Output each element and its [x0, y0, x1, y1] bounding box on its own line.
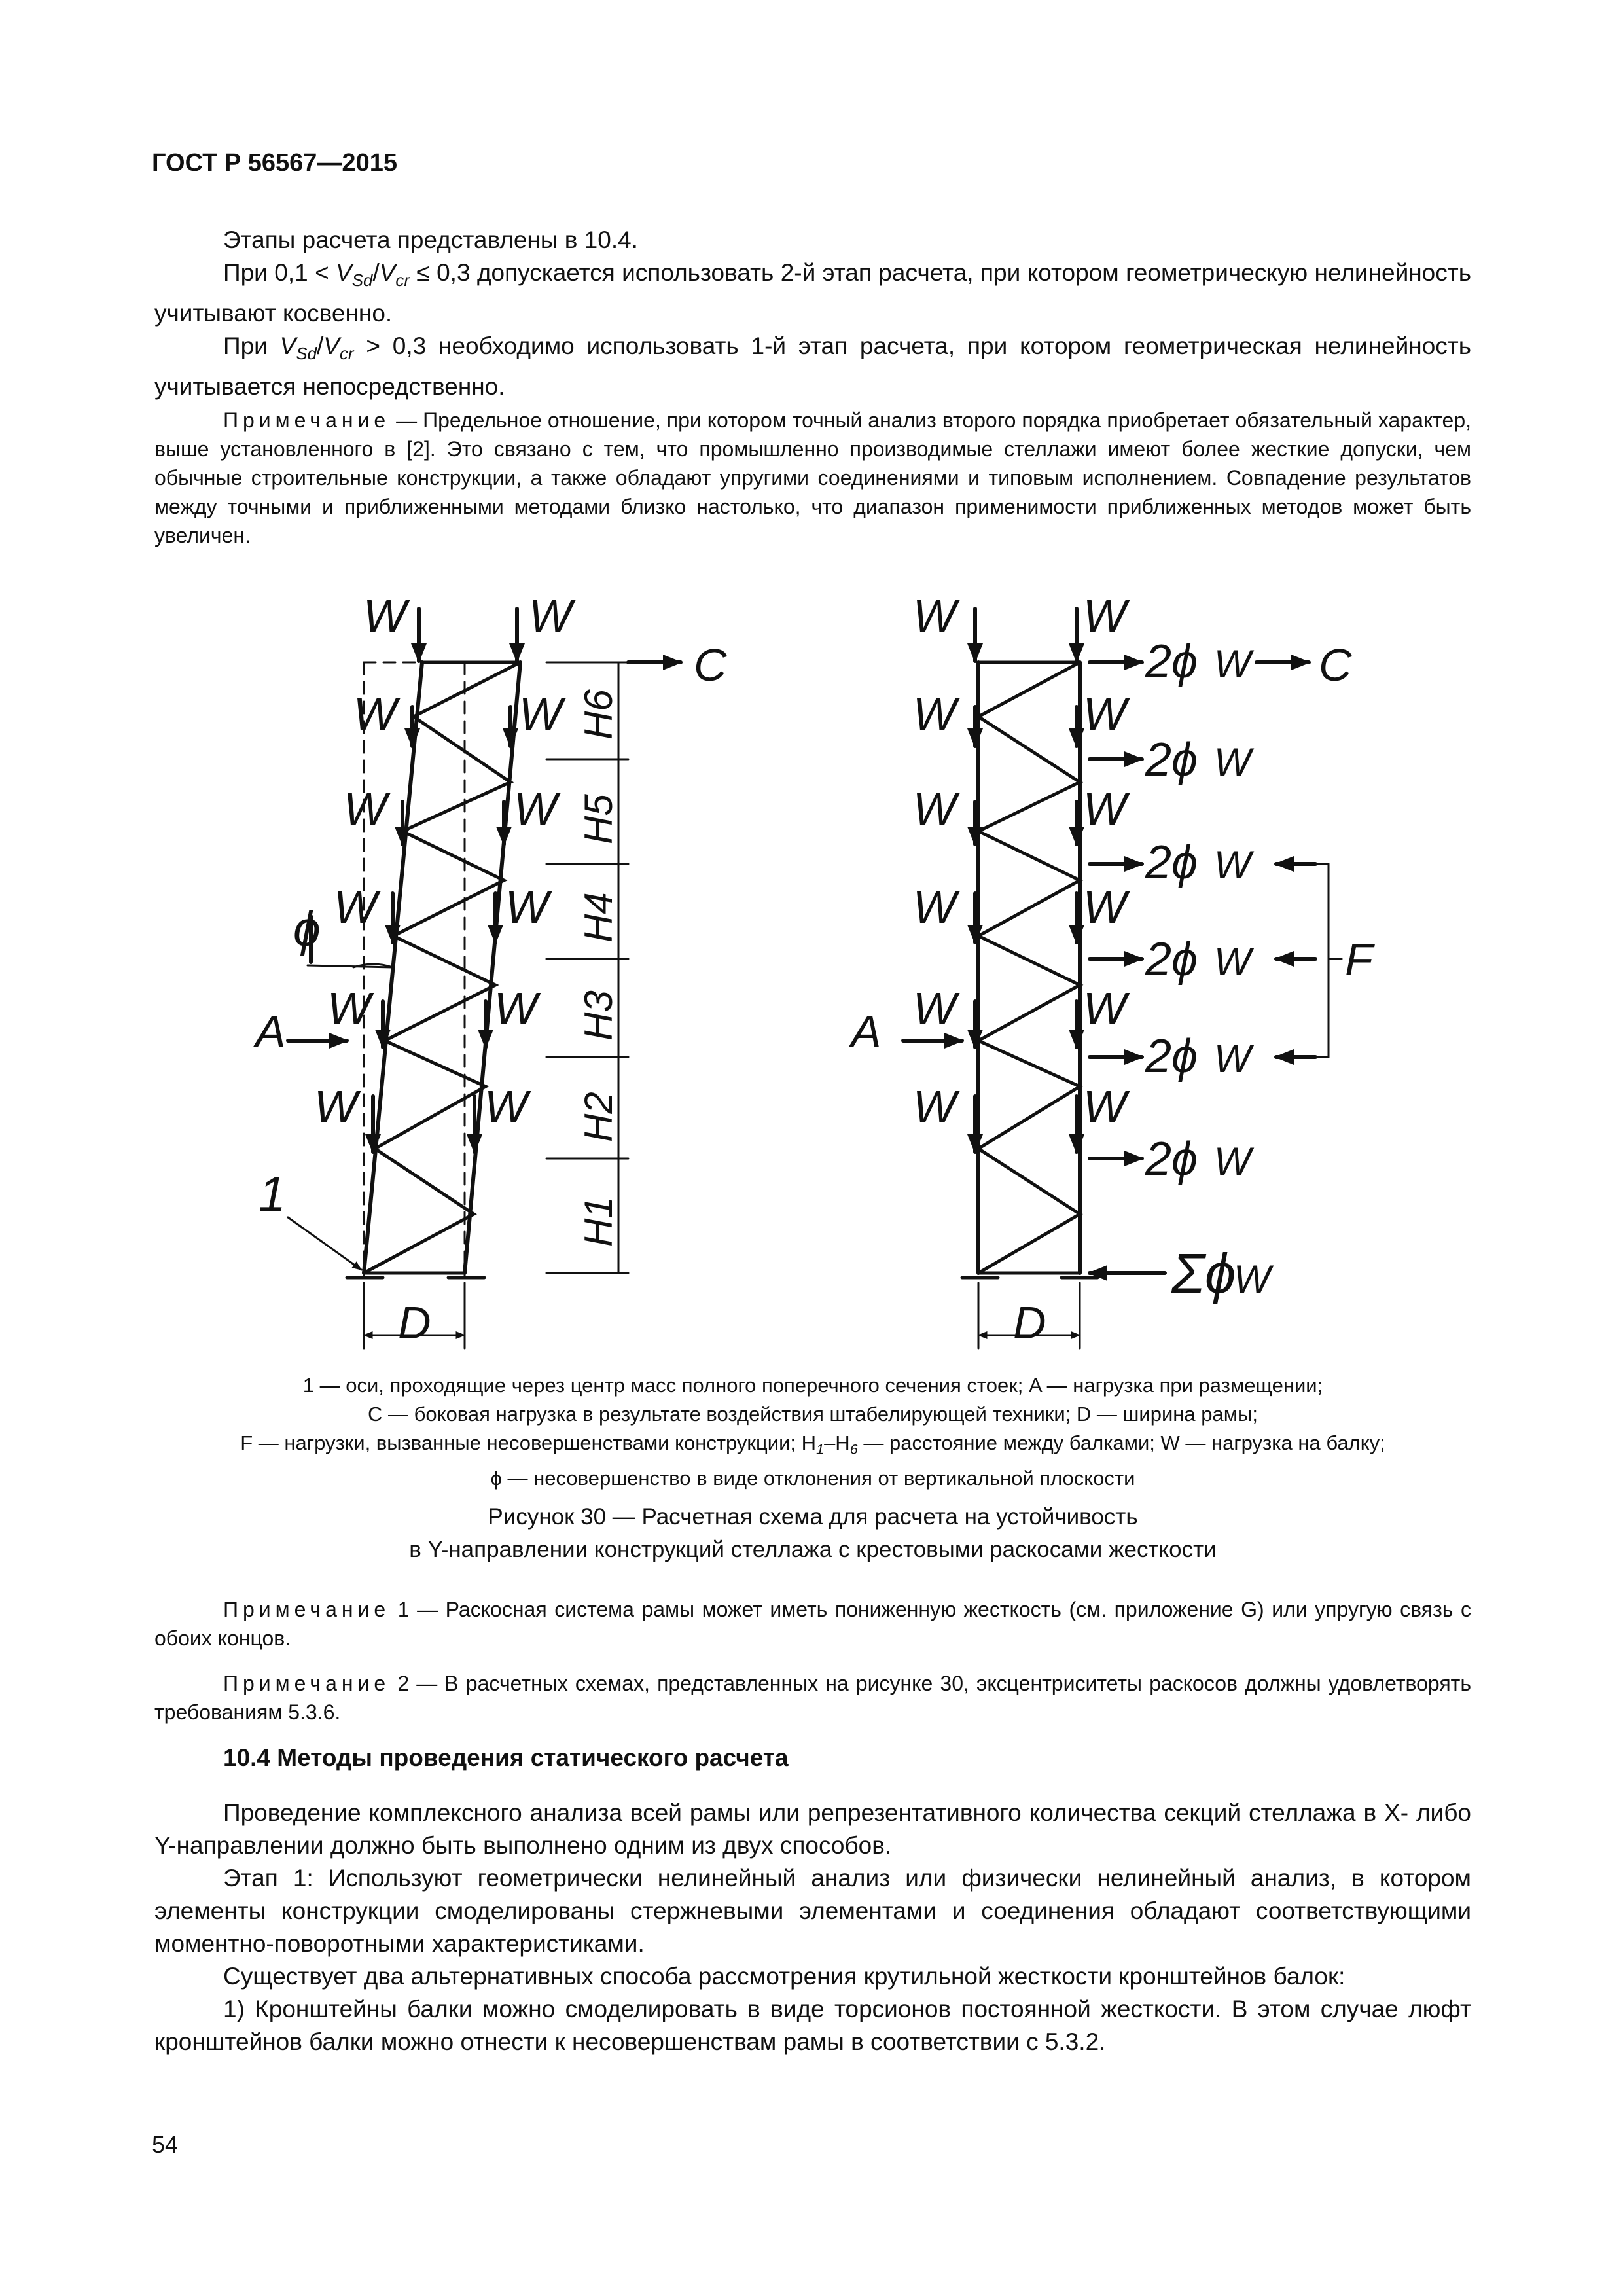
label-h6: H6 [577, 689, 620, 740]
label-w: W [1234, 1257, 1271, 1301]
label-c: C [694, 639, 727, 691]
legend-line-3: F — нагрузки, вызванные несовершенствами конструкции; $H_1-H_6$ — расстояние между балками; W — нагрузка на балку; [240, 1431, 1385, 1458]
legend-line-4: ϕ — несовершенство в виде отклонения от вертикальной плоскости [490, 1466, 1135, 1490]
label-w: W [1083, 590, 1127, 641]
label-2phi: 2ϕ [1145, 1133, 1198, 1185]
section-title: 10.4 Методы проведения статического расчета [223, 1744, 789, 1771]
label-a: A [851, 1006, 882, 1057]
section-paragraph-3: Существует два альтернативных способа рассмотрения крутильной жесткости кронштейнов балок: [223, 1963, 1346, 1990]
page-header: ГОСТ Р 56567—2015 [152, 149, 397, 177]
label-2phi: 2ϕ [1145, 836, 1198, 889]
right-bracing [978, 662, 1080, 1273]
caption-line-2: в Y-направлении конструкций стеллажа с крестовыми раскосами жесткости [409, 1537, 1217, 1562]
section-paragraph-1: Проведение комплексного анализа всей рамы или репрезентативного количества секций стеллажа в X- либо Y-направлении должно быть выполнено одним из двух способов. [154, 1799, 1471, 1859]
label-w: W [1214, 740, 1251, 784]
note-label: Примечание [223, 408, 391, 432]
label-w: W [514, 783, 558, 834]
figure-caption [154, 1501, 1471, 1566]
label-w: W [484, 1081, 528, 1132]
label-w: W [505, 882, 549, 933]
section-paragraph-4: 1) Кронштейны балки можно смоделировать в виде торсионов постоянной жесткости. В этом случае люфт кронштейнов балки можно отнести к несовершенствам рамы в соответствии с 5.3.2. [154, 1996, 1471, 2055]
label-w: W [494, 983, 538, 1034]
label-h1: H1 [577, 1196, 620, 1247]
label-w: W [1083, 882, 1127, 933]
figure-legend [154, 1371, 1471, 1493]
label-2phi: 2ϕ [1145, 1030, 1198, 1083]
label-phi: ϕ [293, 901, 321, 956]
label-w: W [1083, 689, 1127, 740]
intro-paragraph-1: Этапы расчета представлены в 10.4. [223, 226, 638, 253]
legend-line-2: C — боковая нагрузка в результате воздействия штабелирующей техники; D — ширина рамы; [368, 1403, 1258, 1426]
label-w: W [1214, 642, 1251, 686]
label-w: W [363, 590, 407, 641]
label-d: D [398, 1297, 431, 1348]
label-sum-phi: Σϕ [1171, 1243, 1236, 1305]
note-2: Примечание 2 — В расчетных схемах, представленных на рисунке 30, эксцентриситеты раскосов должны удовлетворять требованиям 5.3.6. [154, 1672, 1471, 1724]
label-w: W [1083, 983, 1127, 1034]
label-a: A [255, 1006, 286, 1057]
label-w: W [344, 783, 387, 834]
label-2phi: 2ϕ [1145, 933, 1198, 986]
left-column-2 [465, 662, 520, 1273]
label-w: W [1214, 843, 1251, 887]
label-d: D [1013, 1297, 1046, 1348]
label-w: W [1214, 940, 1251, 984]
label-w: W [913, 983, 957, 1034]
label-h4: H4 [577, 892, 620, 942]
label-c: C [1319, 639, 1352, 691]
label-w: W [519, 689, 563, 740]
page-number: 54 [152, 2131, 179, 2158]
label-h2: H2 [577, 1092, 620, 1142]
label-h3: H3 [577, 990, 620, 1041]
label-w: W [913, 689, 957, 740]
label-w: W [1083, 783, 1127, 834]
label-w: W [913, 590, 957, 641]
label-w: W [1214, 1037, 1251, 1081]
caption-line-1: Рисунок 30 — Расчетная схема для расчета на устойчивость [488, 1504, 1138, 1530]
label-2phi: 2ϕ [1145, 734, 1198, 786]
legend-line-1: 1 — оси, проходящие через центр масс полного поперечного сечения стоек; A — нагрузка при размещении; [302, 1374, 1323, 1397]
note-text: — Предельное отношение, при котором точный анализ второго порядка приобретает обязательный характер, выше установленного в [2]. Это связано с тем, что промышленно производимые стеллажи имеют более жесткие допуски, чем обычные строительные конструкции, а также обладают упругими соединениями и типовым исполнением. Совпадение результатов между точными и приближенными методами близко настолько, что диапазон применимости приближенных методов может быть увеличен. [154, 408, 1471, 547]
section-body [154, 1797, 1471, 2058]
section-paragraph-2: Этап 1: Используют геометрически нелинейный анализ или физически нелинейный анализ, в котором элементы конструкции смоделированы стержневыми элементами и соединения обладают соответствующими моментно-поворотными характеристиками. [154, 1865, 1471, 1957]
label-f: F [1345, 934, 1373, 985]
label-w: W [314, 1081, 358, 1132]
note-1: Примечание 1 — Раскосная система рамы может иметь пониженную жесткость (см. приложение G) или упругую связь с обоих концов. [154, 1598, 1471, 1650]
intro-paragraph-2: При $0,1 < V_{Sd}/V_{cr} \le 0,3$ допускается использовать 2-й этап расчета, при котором геометрическую нелинейность учитывают косвенно. [154, 259, 1471, 327]
figure-labels [253, 590, 1376, 1348]
label-axis-1: 1 [259, 1166, 286, 1221]
label-w: W [913, 1081, 957, 1132]
label-w: W [327, 983, 371, 1034]
label-w: W [1214, 1139, 1251, 1183]
label-h5: H5 [577, 794, 620, 844]
label-w: W [913, 882, 957, 933]
label-w: W [353, 689, 397, 740]
label-2phi: 2ϕ [1145, 636, 1198, 688]
label-w: W [1083, 1081, 1127, 1132]
intro-paragraph-3: При $V_{Sd}/V_{cr} > 0,3$ необходимо использовать 1-й этап расчета, при котором геометрическая нелинейность учитывается непосредственно. [154, 332, 1471, 400]
label-w: W [529, 590, 573, 641]
label-w: W [334, 882, 378, 933]
label-w: W [913, 783, 957, 834]
